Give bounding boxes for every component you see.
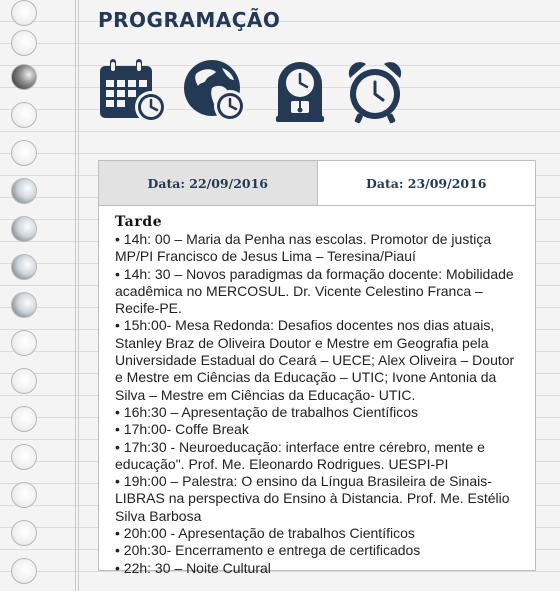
schedule-item: • 15h:00- Mesa Redonda: Desafios docentes nos dias atuais, Stanley Braz de Oliveira Doutor e Mestre em Geografia pela Universidade Estadual do Ceará – UECE; Alex Oliveira – Doutor e Mestre em Ciências da Educação – UTIC; Ivone Antonia da Silva – Mestre em Ciências da Educação- UTIC. <box>115 317 515 403</box>
ring-hole <box>11 30 37 56</box>
ring-hole <box>11 444 37 470</box>
calendar-clock-icon <box>98 58 168 129</box>
ring-hole <box>11 102 37 128</box>
globe-clock-icon <box>182 58 248 129</box>
pendulum-clock-icon <box>274 58 326 129</box>
ring-hole <box>11 558 37 584</box>
ring-hole <box>11 520 37 546</box>
schedule-item: • 22h: 30 – Noite Cultural <box>115 559 271 576</box>
date-tabs <box>99 161 535 206</box>
notebook-margin-line <box>75 0 76 591</box>
schedule-item: • 19h:00 – Palestra: O ensino da Língua Brasileira de Sinais-LIBRAS na perspectiva do Ensino à Distancia. Prof. Me. Estélio Silva Barbosa <box>115 473 510 524</box>
schedule-item: • 20h:00 - Apresentação de trabalhos Científicos <box>115 525 415 542</box>
alarm-clock-icon <box>342 58 408 129</box>
tab-date-23-09-2016[interactable]: Data: 23/09/2016 <box>318 161 536 205</box>
ring-hole <box>11 216 37 242</box>
schedule-item: • 14h: 30 – Novos paradigmas da formação docente: Mobilidade acadêmica no MERCOSUL. Dr. Vicente Celestino Franca – Recife-PE. <box>115 265 514 317</box>
ring-hole <box>11 254 37 280</box>
ring-hole <box>11 406 37 432</box>
tab-date-22-09-2016[interactable]: Data: 22/09/2016 <box>99 161 318 205</box>
schedule-item: • 14h: 00 – Maria da Penha nas escolas. Promotor de justiça MP/PI Francisco de Jesus Lima – Teresina/Piauí <box>115 231 492 265</box>
ring-hole <box>11 178 37 204</box>
ring-hole <box>11 368 37 394</box>
ring-hole <box>11 140 37 166</box>
section-title-tarde: Tarde <box>115 214 163 230</box>
ring-hole <box>11 64 37 90</box>
schedule-list <box>115 231 525 577</box>
notebook-ring-holes <box>0 0 50 591</box>
ring-hole <box>11 330 37 356</box>
schedule-item: • 17h:30 - Neuroeducação: interface entre cérebro, mente e educação". Prof. Me. Eleonardo Rodrigues. UESPI-PI <box>115 438 485 472</box>
ring-hole <box>11 0 37 26</box>
schedule-content <box>99 206 535 577</box>
schedule-item: • 20h:30- Encerramento e entrega de certificados <box>115 542 421 559</box>
page-title: PROGRAMAÇÃO <box>98 8 281 32</box>
ring-hole <box>11 482 37 508</box>
schedule-item: • 17h:00- Coffe Break <box>115 421 249 438</box>
ring-hole <box>11 292 37 318</box>
notebook-margin-line <box>78 0 79 591</box>
schedule-item: • 16h:30 – Apresentação de trabalhos Científicos <box>115 403 418 420</box>
schedule-panel <box>98 160 536 576</box>
